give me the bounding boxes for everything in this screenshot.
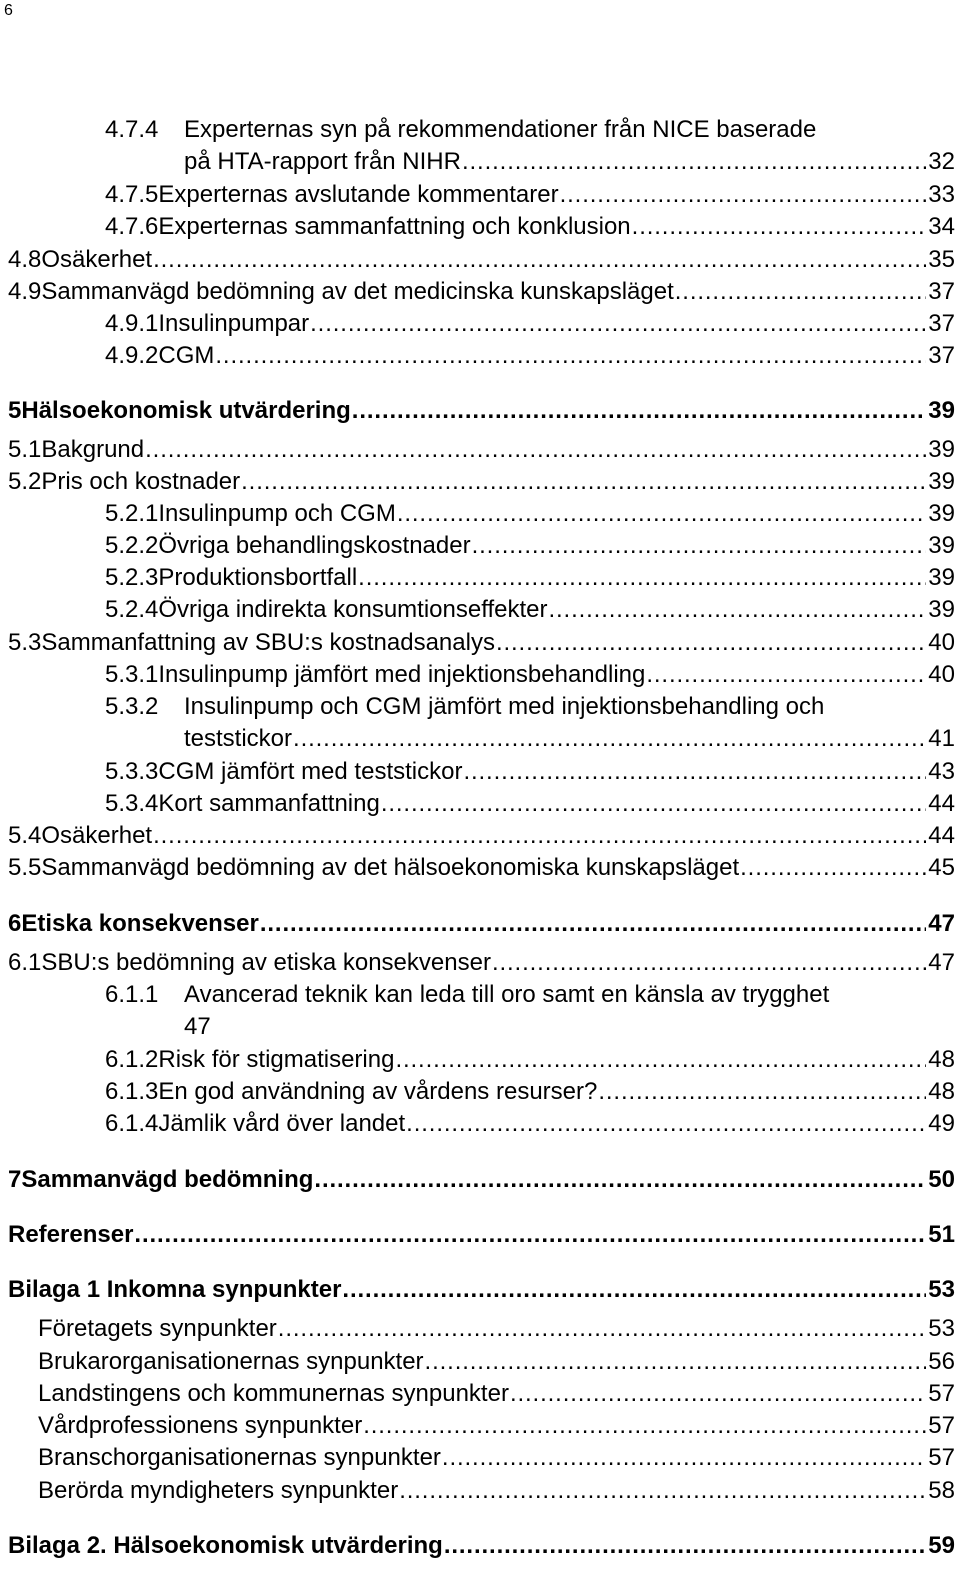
toc-entry-title: Hälsoekonomisk utvärdering bbox=[21, 397, 351, 424]
toc-entry-page: 47 bbox=[928, 910, 955, 937]
toc-entry-page: 39 bbox=[928, 564, 955, 591]
toc-entry[interactable] bbox=[8, 397, 955, 425]
toc-entry-title: Övriga behandlingskostnader bbox=[158, 532, 471, 559]
toc-entry-page: 40 bbox=[928, 629, 955, 656]
toc-entry-page: 35 bbox=[928, 246, 955, 273]
toc-leader-dots bbox=[397, 500, 926, 528]
toc-entry-page: 33 bbox=[928, 181, 955, 208]
toc-leader-dots bbox=[314, 1166, 926, 1194]
toc-leader-dots bbox=[646, 661, 926, 689]
toc-entry-page: 39 bbox=[928, 500, 955, 527]
toc-entry-page: 39 bbox=[928, 436, 955, 463]
toc-entry[interactable] bbox=[8, 910, 955, 938]
toc-entry-title: Sammanvägd bedömning av det hälsoekonomiska kunskapsläget bbox=[41, 854, 740, 881]
toc-entry-page: 49 bbox=[928, 1110, 955, 1137]
toc-entry[interactable] bbox=[105, 500, 955, 528]
toc-entry-number: 5.4 bbox=[8, 822, 42, 849]
toc-leader-dots bbox=[278, 1315, 927, 1343]
toc-leader-dots bbox=[215, 342, 926, 370]
toc-leader-dots bbox=[153, 822, 926, 850]
toc-entry-number: 4.8 bbox=[8, 246, 42, 273]
toc-entry[interactable] bbox=[105, 661, 955, 689]
toc-entry-title: Experternas syn på rekommendationer från NICE baserade bbox=[184, 116, 817, 143]
toc-entry-title: Osäkerhet bbox=[41, 822, 153, 849]
toc-entry[interactable] bbox=[105, 790, 955, 818]
toc-entry-page: 41 bbox=[928, 725, 955, 752]
toc-entry-page: 51 bbox=[928, 1221, 955, 1248]
toc-entry-number: 4.9.2 bbox=[105, 342, 159, 369]
toc-entry-title: Jämlik vård över landet bbox=[158, 1110, 406, 1137]
toc-entry[interactable] bbox=[38, 1444, 955, 1472]
toc-entry[interactable] bbox=[105, 564, 955, 592]
toc-entry[interactable] bbox=[105, 181, 955, 209]
toc-entry-page: 48 bbox=[928, 1046, 955, 1073]
toc-leader-dots bbox=[342, 1276, 926, 1304]
toc-entry-page: 59 bbox=[928, 1532, 955, 1559]
toc-entry-number: 5.3.2 bbox=[105, 693, 159, 720]
toc-entry-continuation[interactable] bbox=[184, 725, 955, 753]
toc-entry-title: Experternas sammanfattning och konklusion bbox=[158, 213, 631, 240]
toc-entry-number: 5.2.4 bbox=[105, 596, 159, 623]
toc-leader-dots bbox=[395, 1046, 926, 1074]
toc-entry[interactable] bbox=[8, 1532, 955, 1560]
toc-entry-number: 5.5 bbox=[8, 854, 42, 881]
toc-entry-number: 6 bbox=[8, 910, 22, 937]
toc-entry[interactable] bbox=[105, 693, 955, 721]
toc-entry-page: 44 bbox=[928, 822, 955, 849]
toc-entry-title: Sammanfattning av SBU:s kostnadsanalys bbox=[41, 629, 495, 656]
toc-entry-page: 57 bbox=[928, 1380, 955, 1407]
toc-entry-title: SBU:s bedömning av etiska konsekvenser bbox=[41, 949, 491, 976]
toc-entry-title: Etiska konsekvenser bbox=[21, 910, 259, 937]
toc-leader-dots bbox=[241, 468, 926, 496]
toc-leader-dots bbox=[560, 181, 927, 209]
toc-entry[interactable] bbox=[105, 596, 955, 624]
toc-entry-title: Bakgrund bbox=[41, 436, 145, 463]
toc-entry-number: 4.9.1 bbox=[105, 310, 159, 337]
toc-entry-page: 57 bbox=[928, 1444, 955, 1471]
toc-entry-page: 39 bbox=[928, 596, 955, 623]
toc-entry-page: 34 bbox=[928, 213, 955, 240]
toc-leader-dots bbox=[363, 1412, 926, 1440]
toc-entry-page: 39 bbox=[928, 468, 955, 495]
toc-entry-title: Bilaga 2. Hälsoekonomisk utvärdering bbox=[8, 1532, 443, 1559]
toc-entry[interactable] bbox=[8, 629, 955, 657]
toc-entry[interactable] bbox=[105, 758, 955, 786]
toc-leader-dots bbox=[598, 1078, 926, 1106]
toc-entry-number: 5.2.2 bbox=[105, 532, 159, 559]
toc-entry-page: 53 bbox=[928, 1276, 955, 1303]
toc-entry-page: 32 bbox=[928, 148, 955, 175]
toc-entry-title: Insulinpump och CGM bbox=[158, 500, 396, 527]
toc-leader-dots bbox=[463, 758, 926, 786]
toc-entry-number: 5.2.3 bbox=[105, 564, 159, 591]
toc-entry[interactable] bbox=[8, 1276, 955, 1304]
toc-entry-number: 4.9 bbox=[8, 278, 42, 305]
toc-entry-number: 5.3.3 bbox=[105, 758, 159, 785]
toc-entry-number: 4.7.6 bbox=[105, 213, 159, 240]
toc-entry[interactable] bbox=[8, 278, 955, 306]
toc-entry-page: 48 bbox=[928, 1078, 955, 1105]
toc-entry[interactable] bbox=[38, 1380, 955, 1408]
toc-entry-title: CGM jämfört med teststickor bbox=[158, 758, 463, 785]
toc-entry-number: 6.1.2 bbox=[105, 1046, 159, 1073]
page-number: 6 bbox=[4, 2, 13, 19]
toc-entry[interactable] bbox=[105, 981, 955, 1009]
toc-entry-page: 40 bbox=[928, 661, 955, 688]
toc-entry-number: 5.2.1 bbox=[105, 500, 159, 527]
toc-entry-number: 6.1.3 bbox=[105, 1078, 159, 1105]
toc-entry-title: Företagets synpunkter bbox=[38, 1315, 277, 1342]
toc-entry-title: Sammanvägd bedömning bbox=[21, 1166, 314, 1193]
toc-leader-dots bbox=[406, 1110, 926, 1138]
toc-leader-dots bbox=[145, 436, 926, 464]
toc-entry[interactable] bbox=[105, 342, 955, 370]
toc-entry[interactable] bbox=[8, 949, 955, 977]
toc-entry[interactable] bbox=[38, 1412, 955, 1440]
toc-entry[interactable] bbox=[38, 1477, 955, 1505]
toc-leader-dots bbox=[153, 246, 926, 274]
toc-entry-title: Insulinpumpar bbox=[158, 310, 310, 337]
toc-leader-dots bbox=[442, 1444, 926, 1472]
toc-entry-title-cont: teststickor bbox=[184, 725, 293, 752]
toc-entry-title: Experternas avslutande kommentarer bbox=[158, 181, 559, 208]
toc-entry[interactable] bbox=[8, 822, 955, 850]
toc-entry-continuation bbox=[184, 1013, 211, 1041]
toc-leader-dots bbox=[444, 1532, 926, 1560]
toc-leader-dots bbox=[399, 1477, 926, 1505]
toc-entry-page: 39 bbox=[928, 532, 955, 559]
toc-entry-page: 44 bbox=[928, 790, 955, 817]
toc-leader-dots bbox=[632, 213, 927, 241]
toc-entry-title: Referenser bbox=[8, 1221, 134, 1248]
toc-entry-title: Övriga indirekta konsumtionseffekter bbox=[158, 596, 548, 623]
toc-entry-number: 5.3.1 bbox=[105, 661, 159, 688]
toc-entry-page: 57 bbox=[928, 1412, 955, 1439]
toc-entry-title: Pris och kostnader bbox=[41, 468, 241, 495]
toc-entry-page: 37 bbox=[928, 278, 955, 305]
toc-entry-title: En god användning av vårdens resurser? bbox=[158, 1078, 598, 1105]
toc-entry-page: 56 bbox=[928, 1348, 955, 1375]
toc-entry[interactable] bbox=[8, 436, 955, 464]
toc-leader-dots bbox=[472, 532, 927, 560]
toc-entry-number: 6.1.4 bbox=[105, 1110, 159, 1137]
toc-leader-dots bbox=[548, 596, 926, 624]
toc-entry[interactable] bbox=[105, 1110, 955, 1138]
toc-leader-dots bbox=[496, 629, 926, 657]
toc-leader-dots bbox=[260, 910, 926, 938]
toc-leader-dots bbox=[425, 1348, 927, 1376]
toc-entry[interactable] bbox=[8, 1166, 955, 1194]
toc-leader-dots bbox=[675, 278, 927, 306]
toc-entry[interactable] bbox=[105, 116, 955, 144]
toc-leader-dots bbox=[492, 949, 926, 977]
toc-entry-title: Landstingens och kommunernas synpunkter bbox=[38, 1380, 509, 1407]
toc-entry-page: 45 bbox=[928, 854, 955, 881]
toc-entry-title: Osäkerhet bbox=[41, 246, 153, 273]
toc-entry-title: Vårdprofessionens synpunkter bbox=[38, 1412, 363, 1439]
toc-entry-number: 7 bbox=[8, 1166, 22, 1193]
toc-entry[interactable] bbox=[105, 310, 955, 338]
toc-entry-page: 50 bbox=[928, 1166, 955, 1193]
toc-entry-title: Risk för stigmatisering bbox=[158, 1046, 395, 1073]
toc-entry[interactable] bbox=[8, 854, 955, 882]
toc-entry-number: 5 bbox=[8, 397, 22, 424]
toc-leader-dots bbox=[381, 790, 926, 818]
toc-entry[interactable] bbox=[38, 1348, 955, 1376]
toc-entry-title: Sammanvägd bedömning av det medicinska kunskapsläget bbox=[41, 278, 674, 305]
toc-entry-page: 58 bbox=[928, 1477, 955, 1504]
toc-entry-page: 37 bbox=[928, 310, 955, 337]
toc-entry-number: 4.7.5 bbox=[105, 181, 159, 208]
toc-entry-title: Insulinpump och CGM jämfört med injektionsbehandling och bbox=[184, 693, 825, 720]
toc-entry-title: Brukarorganisationernas synpunkter bbox=[38, 1348, 424, 1375]
toc-entry-title: Insulinpump jämfört med injektionsbehandling bbox=[158, 661, 646, 688]
toc-entry-title: Bilaga 1 Inkomna synpunkter bbox=[8, 1276, 342, 1303]
toc-leader-dots bbox=[510, 1380, 926, 1408]
toc-entry-title-cont: på HTA-rapport från NIHR bbox=[184, 148, 461, 175]
toc-entry-number: 5.2 bbox=[8, 468, 42, 495]
toc-entry[interactable] bbox=[38, 1315, 955, 1343]
toc-entry-page: 39 bbox=[928, 397, 955, 424]
toc-entry-number: 6.1.1 bbox=[105, 981, 159, 1008]
toc-entry-number: 5.1 bbox=[8, 436, 42, 463]
toc-leader-dots bbox=[134, 1221, 926, 1249]
toc-leader-dots bbox=[462, 148, 926, 176]
toc-entry-continuation[interactable] bbox=[184, 148, 955, 176]
toc-leader-dots bbox=[740, 854, 926, 882]
toc-entry-page: 37 bbox=[928, 342, 955, 369]
toc-entry-page: 43 bbox=[928, 758, 955, 785]
toc-entry-title: CGM bbox=[158, 342, 215, 369]
toc-entry-title: Avancerad teknik kan leda till oro samt en känsla av trygghet bbox=[184, 981, 830, 1008]
toc-entry-title: Branschorganisationernas synpunkter bbox=[38, 1444, 441, 1471]
toc-entry[interactable] bbox=[105, 1078, 955, 1106]
toc-entry[interactable] bbox=[8, 1221, 955, 1249]
toc-entry-page: 47 bbox=[184, 1013, 211, 1040]
toc-entry[interactable] bbox=[8, 468, 955, 496]
toc-entry-number: 6.1 bbox=[8, 949, 42, 976]
toc-leader-dots bbox=[310, 310, 926, 338]
toc-leader-dots bbox=[358, 564, 926, 592]
toc-entry-page: 47 bbox=[928, 949, 955, 976]
toc-leader-dots bbox=[352, 397, 927, 425]
toc-entry-page: 53 bbox=[928, 1315, 955, 1342]
toc-entry[interactable] bbox=[8, 246, 955, 274]
toc-entry-number: 5.3 bbox=[8, 629, 42, 656]
toc-entry-number: 5.3.4 bbox=[105, 790, 159, 817]
toc-leader-dots bbox=[293, 725, 926, 753]
toc-entry[interactable] bbox=[105, 213, 955, 241]
toc-entry-title: Kort sammanfattning bbox=[158, 790, 380, 817]
toc-entry[interactable] bbox=[105, 1046, 955, 1074]
toc-entry-number: 4.7.4 bbox=[105, 116, 159, 143]
toc-entry[interactable] bbox=[105, 532, 955, 560]
toc-entry-title: Berörda myndigheters synpunkter bbox=[38, 1477, 399, 1504]
toc-entry-title: Produktionsbortfall bbox=[158, 564, 358, 591]
